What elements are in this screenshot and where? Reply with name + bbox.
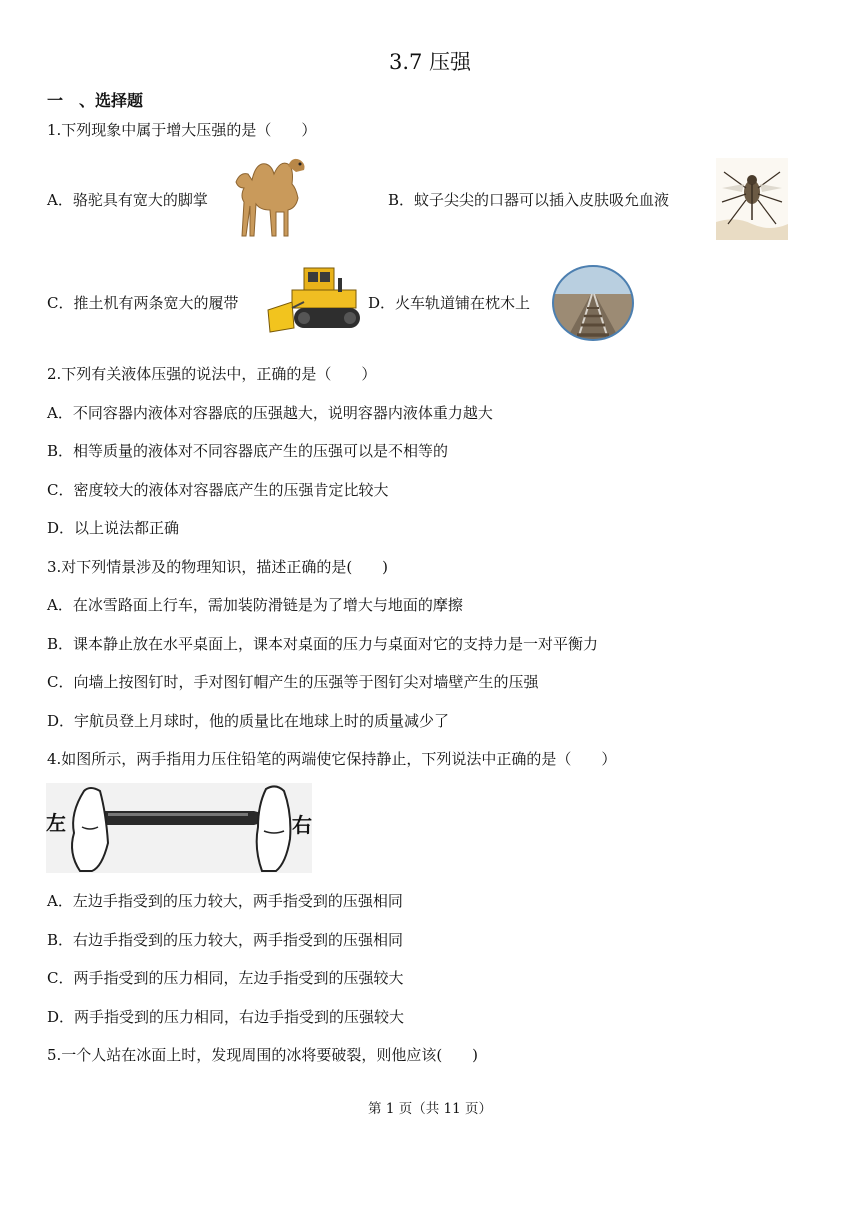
q4-stem: 4.如图所示，两手指用力压住铅笔的两端使它保持静止，下列说法中正确的是（ ） [47,750,617,768]
q3-option-a: A．在冰雪路面上行车，需加装防滑链是为了增大与地面的摩擦 [47,596,463,614]
mosquito-image [716,158,788,240]
q3-option-b: B．课本静止放在水平桌面上，课本对桌面的压力与桌面对它的支持力是一对平衡力 [47,635,599,653]
q1-option-a: A．骆驼具有宽大的脚掌 [47,191,208,209]
railway-track-image [551,264,635,342]
pencil-figure [46,783,312,873]
q5-stem: 5.一个人站在冰面上时，发现周围的冰将要破裂，则他应该( ) [47,1046,479,1064]
q2-option-b: B．相等质量的液体对不同容器底产生的压强可以是不相等的 [47,442,449,460]
q3-option-c: C．向墙上按图钉时，手对图钉帽产生的压强等于图钉尖对墙壁产生的压强 [47,673,539,691]
q3-stem: 3.对下列情景涉及的物理知识，描述正确的是( ) [47,558,389,576]
page-footer: 第 1 页（共 11 页） [368,1101,492,1117]
q2-option-c: C．密度较大的液体对容器底产生的压强肯定比较大 [47,481,389,499]
q2-stem: 2.下列有关液体压强的说法中，正确的是（ ） [47,365,377,383]
q4-option-d: D．两手指受到的压力相同，右边手指受到的压强较大 [47,1008,405,1026]
q2-option-d: D．以上说法都正确 [47,519,180,537]
q3-option-d: D．宇航员登上月球时，他的质量比在地球上时的质量减少了 [47,712,450,730]
q1-option-b: B．蚊子尖尖的口器可以插入皮肤吸允血液 [388,191,670,209]
q2-option-a: A．不同容器内液体对容器底的压强越大，说明容器内液体重力越大 [47,404,493,422]
bulldozer-image [264,262,366,342]
figure-label-left: 左 [46,811,66,835]
page-title: 3.7 压强 [388,50,472,74]
q4-option-c: C．两手指受到的压力相同，左边手指受到的压强较大 [47,969,404,987]
q4-option-b: B．右边手指受到的压力较大，两手指受到的压强相同 [47,931,404,949]
camel-image [226,152,310,242]
q1-stem: 1.下列现象中属于增大压强的是（ ） [47,121,317,139]
q4-option-a: A．左边手指受到的压力较大，两手指受到的压强相同 [47,892,403,910]
q1-option-c: C．推土机有两条宽大的履带 [47,294,239,312]
figure-label-right: 右 [292,813,312,837]
section-heading: 一 、选择题 [47,91,144,110]
q1-option-d: D．火车轨道铺在枕木上 [368,294,531,312]
